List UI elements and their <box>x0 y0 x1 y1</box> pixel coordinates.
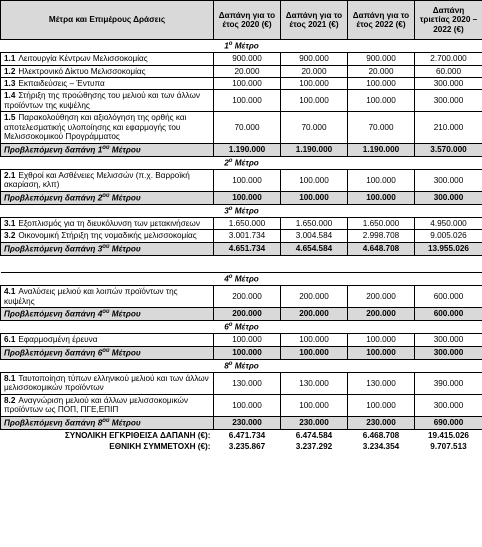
item-id: 6.1 <box>4 335 16 345</box>
section-title <box>1 273 482 286</box>
section-title <box>1 156 482 169</box>
section-number: 1 <box>224 41 229 51</box>
section-total-v2020: 4.651.734 <box>214 242 281 255</box>
section-word: Μέτρο <box>234 41 259 51</box>
item-label-cell <box>1 394 214 416</box>
section-title <box>1 40 482 53</box>
item-label-cell <box>1 53 214 65</box>
item-v2021: 100.000 <box>281 394 348 416</box>
section-total-v2020: 1.190.000 <box>214 143 281 156</box>
item-v2022: 100.000 <box>348 334 415 346</box>
item-label-cell <box>1 286 214 308</box>
item-id: 3.1 <box>4 219 16 228</box>
section-number: 4 <box>224 274 229 284</box>
item-v2022: 1.650.000 <box>348 218 415 230</box>
item-v2020: 1.650.000 <box>214 218 281 230</box>
item-id: 4.1 <box>4 287 16 297</box>
section-total-label <box>1 416 214 429</box>
section-ordinal: ο <box>228 205 233 212</box>
section-total-v2020: 200.000 <box>214 308 281 321</box>
item-total: 4.950.000 <box>415 218 482 230</box>
section-total-v2021: 100.000 <box>281 346 348 359</box>
section-total-total: 13.955.026 <box>415 242 482 255</box>
item-v2022: 2.998.708 <box>348 230 415 242</box>
table-row <box>1 218 482 230</box>
item-label-cell <box>1 90 214 112</box>
section-title-row <box>1 204 482 217</box>
item-label-cell <box>1 78 214 90</box>
section-word: Μέτρο <box>234 322 259 332</box>
section-word: Μέτρο <box>234 274 259 284</box>
section-total-v2022: 200.000 <box>348 308 415 321</box>
grand-totals <box>1 429 482 452</box>
item-v2022: 200.000 <box>348 286 415 308</box>
item-label: Ταυτοποίηση τύπων ελληνικού μελιού και των άλλων μελισσοκομικών προϊόντων <box>4 374 209 393</box>
header-2022: Δαπάνη για το έτος 2022 (€) <box>348 1 415 40</box>
section-number: 8 <box>224 361 229 371</box>
item-v2022: 20.000 <box>348 65 415 77</box>
item-v2020: 100.000 <box>214 90 281 112</box>
item-total: 300.000 <box>415 169 482 191</box>
item-label: Αναλύσεις μελιού και λοιπών προϊόντων της κυψέλης <box>4 287 178 306</box>
table-body <box>1 40 482 430</box>
item-v2020: 20.000 <box>214 65 281 77</box>
section-total-v2021: 1.190.000 <box>281 143 348 156</box>
section-total-v2020: 100.000 <box>214 346 281 359</box>
section-title-row <box>1 321 482 334</box>
item-v2021: 70.000 <box>281 112 348 143</box>
section-number: 3 <box>224 206 229 216</box>
section-title <box>1 204 482 217</box>
item-id: 2.1 <box>4 170 16 180</box>
item-v2022: 900.000 <box>348 53 415 65</box>
total-label-sup: ου <box>102 417 110 424</box>
section-total-v2020: 100.000 <box>214 191 281 204</box>
item-v2022: 100.000 <box>348 169 415 191</box>
national-sum: 9.707.513 <box>430 442 467 452</box>
item-total: 60.000 <box>415 65 482 77</box>
total-label-post: Μέτρου <box>109 244 141 254</box>
item-label-cell <box>1 218 214 230</box>
total-label-post: Μέτρου <box>109 348 141 358</box>
section-total-v2022: 1.190.000 <box>348 143 415 156</box>
item-v2020: 130.000 <box>214 373 281 395</box>
grand-total-2021: 6.474.584 <box>295 430 333 440</box>
section-title <box>1 321 482 334</box>
item-v2021: 200.000 <box>281 286 348 308</box>
section-title-row <box>1 359 482 372</box>
item-total: 210.000 <box>415 112 482 143</box>
item-v2021: 900.000 <box>281 53 348 65</box>
section-title-row <box>1 273 482 286</box>
section-title-row <box>1 156 482 169</box>
national-2021: 3.237.292 <box>295 442 333 452</box>
item-v2022: 70.000 <box>348 112 415 143</box>
section-total-label <box>1 346 214 359</box>
item-id: 8.2 <box>4 395 16 405</box>
total-label-pre: Προβλεπόμενη δαπάνη 4 <box>4 309 103 319</box>
section-number: 6 <box>224 322 229 332</box>
total-label-post: Μέτρου <box>109 193 141 203</box>
grand-total-sum: 19.415.026 <box>428 430 469 440</box>
table-row <box>1 373 482 395</box>
item-v2021: 100.000 <box>281 90 348 112</box>
section-total-v2021: 4.654.584 <box>281 242 348 255</box>
item-total: 300.000 <box>415 334 482 346</box>
total-label-post: Μέτρου <box>109 418 141 428</box>
header-2021: Δαπάνη για το έτος 2021 (€) <box>281 1 348 40</box>
total-label-post: Μέτρου <box>109 145 141 155</box>
total-label-sup: ου <box>102 144 110 151</box>
section-total-v2022: 100.000 <box>348 191 415 204</box>
section-total-total: 3.570.000 <box>415 143 482 156</box>
section-total-row <box>1 143 482 156</box>
header-measures: Μέτρα και Επιμέρους Δράσεις <box>1 1 214 40</box>
section-total-row <box>1 242 482 255</box>
item-v2022: 100.000 <box>348 90 415 112</box>
item-total: 300.000 <box>415 394 482 416</box>
item-label: Οικονομική Στήριξη της νομαδικής μελισσοκομίας <box>18 231 197 241</box>
national-row <box>1 441 482 452</box>
table-row <box>1 169 482 191</box>
total-label-pre: Προβλεπόμενη δαπάνη 3 <box>4 244 103 254</box>
section-word: Μέτρο <box>234 361 259 371</box>
section-total-v2021: 200.000 <box>281 308 348 321</box>
section-ordinal: ο <box>228 41 233 47</box>
section-number: 2 <box>224 158 229 168</box>
total-label-pre: Προβλεπόμενη δαπάνη 2 <box>4 193 103 203</box>
item-id: 1.2 <box>4 66 16 76</box>
item-v2020: 200.000 <box>214 286 281 308</box>
item-label: Ηλεκτρονικό Δίκτυο Μελισσοκομίας <box>18 66 146 76</box>
section-total-v2021: 100.000 <box>281 191 348 204</box>
section-total-total: 600.000 <box>415 308 482 321</box>
section-total-label <box>1 242 214 255</box>
item-v2021: 3.004.584 <box>281 230 348 242</box>
item-total: 300.000 <box>415 78 482 90</box>
header-2020: Δαπάνη για το έτος 2020 (€) <box>214 1 281 40</box>
table-row <box>1 65 482 77</box>
total-label-sup: ου <box>102 243 110 250</box>
section-total-row <box>1 416 482 429</box>
table-row <box>1 394 482 416</box>
section-word: Μέτρο <box>234 158 259 168</box>
section-ordinal: ο <box>228 322 233 329</box>
section-total-v2020: 230.000 <box>214 416 281 429</box>
total-label-pre: Προβλεπόμενη δαπάνη 1 <box>4 145 103 155</box>
item-total: 300.000 <box>415 90 482 112</box>
table-row <box>1 286 482 308</box>
item-label-cell <box>1 334 214 346</box>
item-label: Παρακολούθηση και αξιολόγηση της ορθής και αποτελεσματικής υλοποίησης και εφαρμογής του Μελισσοκομικού Προγράμματος <box>4 113 187 142</box>
total-label-sup: ου <box>102 309 110 315</box>
item-label: Εχθροί και Ασθένειες Μελισσών (π.χ. Βαρροϊκή ακαρίαση, κλπ) <box>4 170 190 190</box>
item-label: Αναγνώριση μελιού και άλλων μελισσοκομικών προϊόντων ως ΠΟΠ, ΠΓΕ,ΕΠΙΠ <box>4 395 188 415</box>
item-total: 600.000 <box>415 286 482 308</box>
section-ordinal: ο <box>228 360 233 367</box>
item-label: Εκπαιδεύσεις – Έντυπα <box>18 79 105 88</box>
section-total-row <box>1 308 482 321</box>
table-row <box>1 78 482 90</box>
table-row <box>1 334 482 346</box>
item-id: 1.4 <box>4 91 16 101</box>
section-total-v2022: 230.000 <box>348 416 415 429</box>
item-v2021: 1.650.000 <box>281 218 348 230</box>
item-v2020: 100.000 <box>214 78 281 90</box>
item-v2021: 20.000 <box>281 65 348 77</box>
table-row <box>1 230 482 242</box>
item-id: 1.5 <box>4 113 16 123</box>
item-v2020: 100.000 <box>214 334 281 346</box>
item-v2020: 3.001.734 <box>214 230 281 242</box>
section-total-v2021: 230.000 <box>281 416 348 429</box>
section-total-label <box>1 191 214 204</box>
item-v2022: 100.000 <box>348 394 415 416</box>
section-total-total: 300.000 <box>415 346 482 359</box>
section-ordinal: ο <box>228 274 233 280</box>
spacer-row <box>1 256 482 273</box>
item-label: Στήριξη της προώθησης του μελιού και των άλλων προϊόντων της κυψέλης <box>4 91 201 110</box>
section-total-row <box>1 191 482 204</box>
item-v2021: 100.000 <box>281 169 348 191</box>
section-title-row <box>1 40 482 53</box>
national-2020: 3.235.867 <box>228 442 266 452</box>
total-label-sup: ου <box>102 192 110 199</box>
section-total-label <box>1 308 214 321</box>
section-ordinal: ο <box>228 157 233 164</box>
table-row <box>1 53 482 65</box>
item-v2022: 100.000 <box>348 78 415 90</box>
national-2022: 3.234.354 <box>362 442 400 452</box>
grand-total-2022: 6.468.708 <box>362 430 400 440</box>
item-total: 2.700.000 <box>415 53 482 65</box>
item-v2020: 70.000 <box>214 112 281 143</box>
item-label-cell <box>1 169 214 191</box>
item-label: Λειτουργία Κέντρων Μελισσοκομίας <box>18 54 148 64</box>
total-label-pre: Προβλεπόμενη δαπάνη 6 <box>4 348 103 358</box>
item-total: 9.005.026 <box>415 230 482 242</box>
section-total-row <box>1 346 482 359</box>
item-total: 390.000 <box>415 373 482 395</box>
section-word: Μέτρο <box>234 206 259 216</box>
section-total-v2022: 100.000 <box>348 346 415 359</box>
section-total-label <box>1 143 214 156</box>
grand-total-row <box>1 429 482 441</box>
section-total-total: 300.000 <box>415 191 482 204</box>
item-label: Εξοπλισμός για τη διευκόλυνση των μετακινήσεων <box>18 219 200 228</box>
item-label-cell <box>1 230 214 242</box>
item-label: Εφαρμοσμένη έρευνα <box>18 335 98 345</box>
item-v2021: 130.000 <box>281 373 348 395</box>
item-v2022: 130.000 <box>348 373 415 395</box>
spacer-cell <box>1 256 482 273</box>
item-label-cell <box>1 373 214 395</box>
table-header-row <box>1 1 482 40</box>
total-label-pre: Προβλεπόμενη δαπάνη 8 <box>4 418 103 428</box>
grand-total-2020: 6.471.734 <box>228 430 266 440</box>
item-label-cell <box>1 112 214 143</box>
item-v2020: 100.000 <box>214 169 281 191</box>
item-id: 8.1 <box>4 374 16 384</box>
section-title <box>1 359 482 372</box>
item-id: 3.2 <box>4 231 16 241</box>
national-label: ΕΘΝΙΚΗ ΣΥΜΜΕΤΟΧΗ (€): <box>109 442 211 452</box>
section-total-v2022: 4.648.708 <box>348 242 415 255</box>
total-label-sup: ου <box>102 347 110 354</box>
table-row <box>1 90 482 112</box>
total-label-post: Μέτρου <box>109 309 141 319</box>
item-v2020: 100.000 <box>214 394 281 416</box>
table-row <box>1 112 482 143</box>
item-v2021: 100.000 <box>281 78 348 90</box>
header-triennium: Δαπάνη τριετίας 2020 – 2022 (€) <box>415 1 482 40</box>
item-v2021: 100.000 <box>281 334 348 346</box>
grand-total-label: ΣΥΝΟΛΙΚΗ ΕΓΚΡΙΘΕΙΣΑ ΔΑΠΑΝΗ (€): <box>64 430 211 440</box>
item-label-cell <box>1 65 214 77</box>
item-id: 1.1 <box>4 54 16 64</box>
section-total-total: 690.000 <box>415 416 482 429</box>
item-id: 1.3 <box>4 79 16 88</box>
item-v2020: 900.000 <box>214 53 281 65</box>
